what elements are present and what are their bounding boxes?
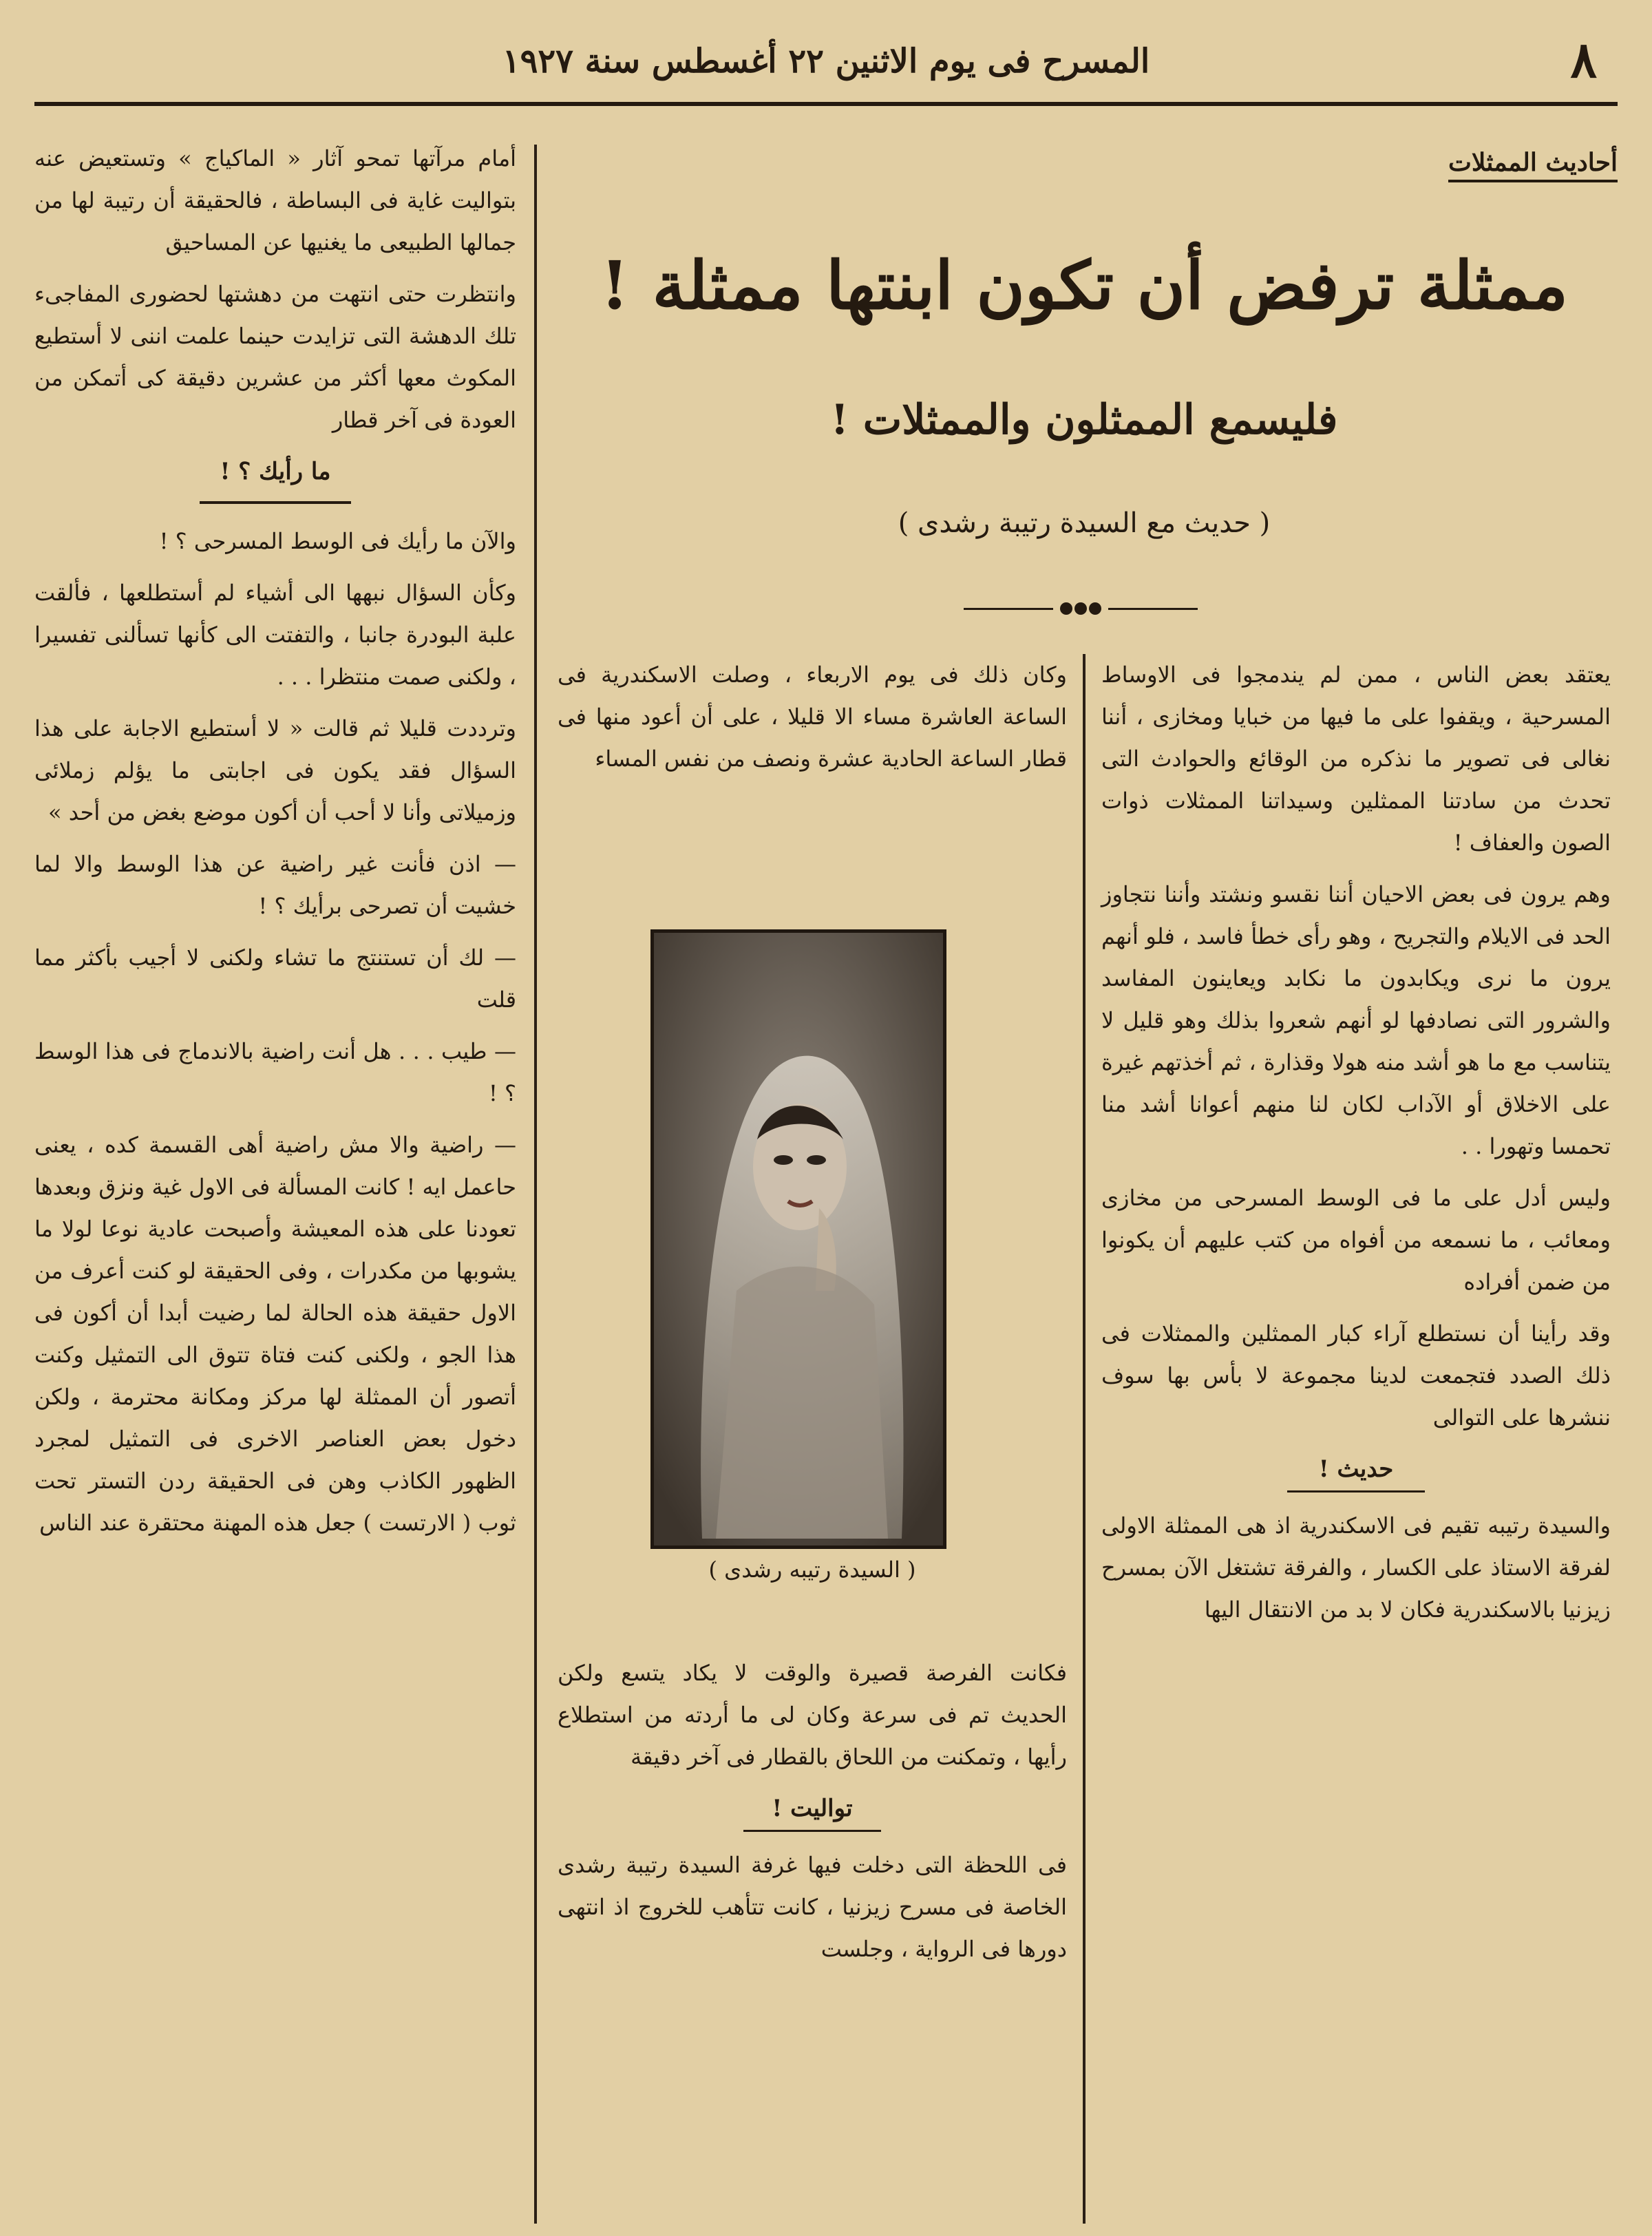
subhead-toilette: تواليت !: [772, 1795, 853, 1822]
paragraph: وليس أدل على ما فى الوسط المسرحى من مخازى ومعائب ، ما نسمعه من أفواه من كتب عليهم أن يكونوا من ضمن أفراده: [1101, 1185, 1611, 1295]
column-rule-left: [534, 145, 537, 2224]
page-number: ٨: [1570, 30, 1597, 89]
right-column: [1101, 654, 1611, 1641]
paragraph: والسيدة رتيبه تقيم فى الاسكندرية اذ هى الممثلة الاولى لفرقة الاستاذ على الكسار ، والفرقة تشتغل الآن بمسرح زيزنيا بالاسكندرية فكان لا بد من الانتقال اليها: [1101, 1512, 1611, 1623]
subhead-hadith: حديث !: [1318, 1455, 1394, 1483]
paragraph: فى اللحظة التى دخلت فيها غرفة السيدة رتيبة رشدى الخاصة فى مسرح زيزنيا ، كانت تتأهب للخروج اذ انتهى دورها فى الرواية ، وجلست: [558, 1852, 1068, 1962]
middle-column: [558, 654, 1067, 790]
masthead-rule: [34, 102, 1618, 106]
paragraph: — لك أن تستنتج ما تشاء ولكنى لا أجيب بأكثر مما قلت: [34, 945, 517, 1013]
subhead-underline: [743, 1830, 881, 1832]
subhead-underline: [1287, 1490, 1425, 1493]
paragraph: والآن ما رأيك فى الوسط المسرحى ؟ !: [159, 528, 516, 554]
column-rule-right: [1083, 654, 1086, 2224]
paragraph: يعتقد بعض الناس ، ممن لم يندمجوا فى الاوساط المسرحية ، ويقفوا على ما فيها من خبايا ومخازى ، أننا نغالى فى تصوير ما نذكره من الوقائع والحوادث التى تحدث من سادتنا الممثلين وسيداتنا الممثلات ذوات الصون والعفاف !: [1101, 662, 1611, 856]
section-kicker: أحاديث الممثلات: [1448, 148, 1618, 182]
paragraph: وكان ذلك فى يوم الاربعاء ، وصلت الاسكندرية فى الساعة العاشرة مساء الا قليلا ، على أن أعود منها فى قطار الساعة الحادية عشرة ونصف من نفس المساء: [558, 662, 1067, 772]
paragraph: أمام مرآتها تمحو آثار « الماكياج » وتستعيض عنه بتواليت غاية فى البساطة ، فالحقيقة أن رتيبة لها من جمالها الطبيعى ما يغنيها عن المساحيق: [34, 145, 516, 255]
portrait-photo: [650, 929, 946, 1549]
subheadline: فليسمع الممثلون والممثلات !: [830, 396, 1338, 444]
paragraph: وترددت قليلا ثم قالت « لا أستطيع الاجابة على هذا السؤال فقد يكون فى اجابتى ما يؤلم زملائى وزميلاتى وأنا لا أحب أن أكون موضع بغض من أحد »: [34, 715, 516, 825]
paragraph: — طيب . . . هل أنت راضية بالاندماج فى هذا الوسط ؟ !: [34, 1038, 516, 1106]
paragraph: — راضية والا مش راضية أهى القسمة كده ، يعنى حاعمل ايه ! كانت المسألة فى الاول غية ونزق وبعدها تعودنا على هذه المعيشة وأصبحت عادية نوعا لولا ما يشوبها من مكدرات ، وفى الحقيقة لو كنت أعرف من الاول حقيقة هذه الحالة لما رضيت أبدا أن أكون فى هذا الجو ، ولكنى كنت فتاة تتوق الى التمثيل وكنت أتصور أن الممثلة لها مركز ومكانة محترمة ، ولكن دخول بعض العناصر الاخرى فى التمثيل لمجرد الظهور الكاذب وهن فى الحقيقة ردن التستر تحت ثوب ( الارتست ) جعل هذه المهنة محتقرة عند الناس: [34, 1132, 516, 1536]
subhead-underline: [200, 501, 351, 504]
paragraph: وانتظرت حتى انتهت من دهشتها لحضورى المفاجىء تلك الدهشة التى تزايدت حينما علمت اننى لا أستطيع المكوث معها أكثر من عشرين دقيقة كى أتمكن من العودة فى آخر قطار: [34, 281, 516, 433]
masthead: [34, 28, 1618, 96]
byline: ( حديث مع السيدة رتيبة رشدى ): [898, 507, 1271, 539]
headline: ممثلة ترفض أن تكون ابنتها ممثلة !: [600, 246, 1568, 324]
paragraph: وهم يرون فى بعض الاحيان أننا نقسو ونشتد وأننا نتجاوز الحد فى الايلام والتجريح ، وهو رأى خطأ فاسد ، فلو أنهم يرون ما نرى ويكابدون ما نكابد ويعاينون المفاسد والشرور التى نصادفها لو أنهم شعروا بذلك وهو قليل لا يتناسب مع ما هو أشد منه هولا وقذارة ، ثم أخذتهم غيرة على الاخلاق أو الآداب لكان لنا منهم أعوانا أشد منا تحمسا وتهورا . .: [1101, 881, 1611, 1159]
masthead-title: المسرح فى يوم الاثنين ٢٢ أغسطس سنة ١٩٢٧: [502, 42, 1150, 81]
photo-caption: ( السيدة رتيبه رشدى ): [708, 1557, 916, 1583]
paragraph: — اذن فأنت غير راضية عن هذا الوسط والا لما خشيت أن تصرحى برأيك ؟ !: [34, 851, 516, 919]
left-column: [34, 138, 516, 1554]
middle-column-lower: [558, 1652, 1067, 1980]
paragraph: وقد رأينا أن نستطلع آراء كبار الممثلين والممثلات فى ذلك الصدد فتجمعت لدينا مجموعة لا بأس بها سوف ننشرها على التوالى: [1101, 1320, 1611, 1431]
paragraph: وكأن السؤال نبهها الى أشياء لم أستطلعها ، فألقت علبة البودرة جانبا ، والتفتت الى كأنها تسألنى تفسيرا ، ولكنى صمت منتظرا . . .: [34, 580, 516, 690]
subhead-your-opinion: ما رأيك ؟ !: [220, 458, 331, 485]
ornament-divider: [964, 599, 1198, 620]
paragraph: فكانت الفرصة قصيرة والوقت لا يكاد يتسع ولكن الحديث تم فى سرعة وكان لى ما أردته من استطلاع رأيها ، وتمكنت من اللحاق بالقطار فى آخر دقيقة: [558, 1660, 1067, 1770]
portrait-illustration: [654, 933, 943, 1546]
